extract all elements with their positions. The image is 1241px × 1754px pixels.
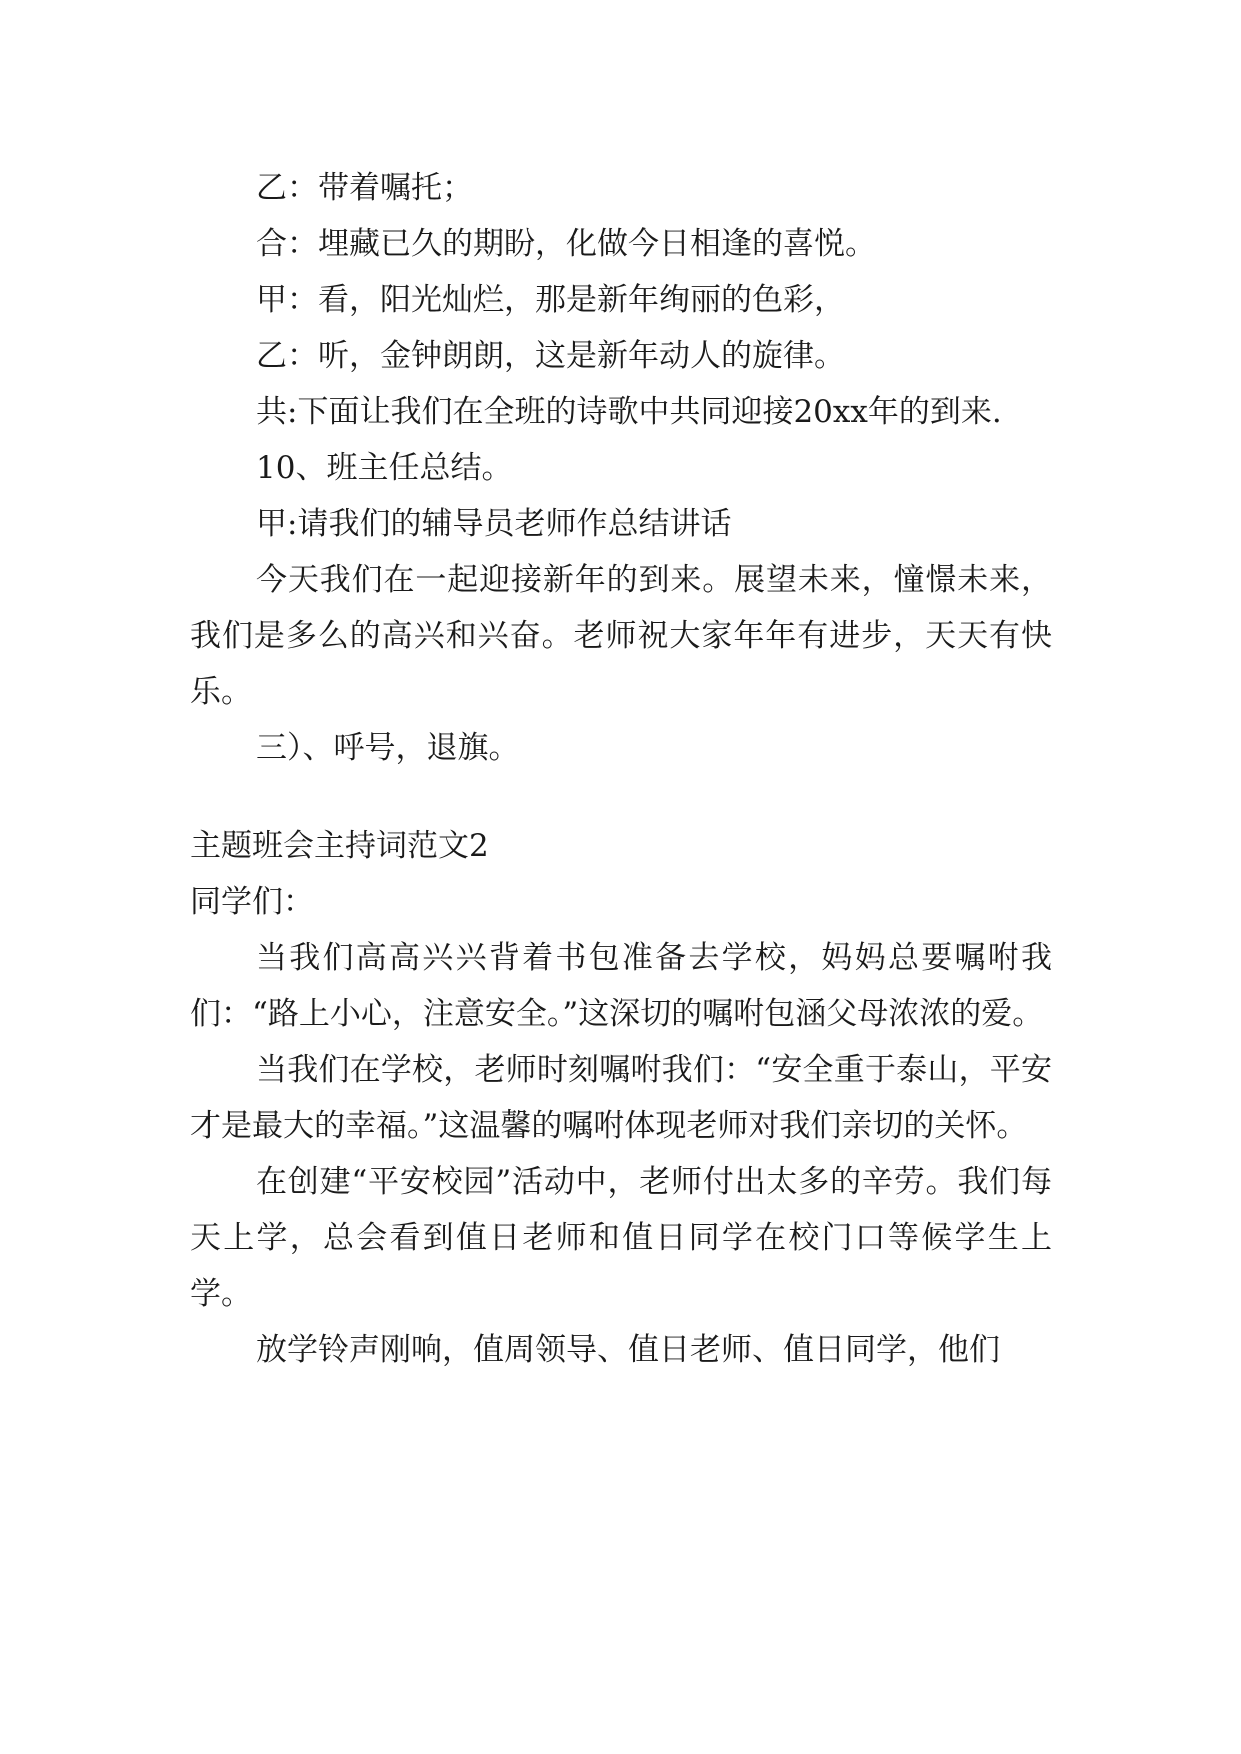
section-title: 主题班会主持词范文2: [190, 828, 489, 864]
script-line-yi-2: 乙：听，金钟朗朗，这是新年动人的旋律。: [256, 338, 845, 374]
script-line-yi: 乙：带着嘱托；: [256, 170, 473, 206]
body-paragraph: 当我们在学校，老师时刻嘱咐我们：“安全重于泰山，平安才是最大的幸福。”这温馨的嘱咐体现老师对我们亲切的关怀。: [190, 1052, 1052, 1144]
teacher-summary-paragraph: 今天我们在一起迎接新年的到来。展望未来，憧憬未来，我们是多么的高兴和兴奋。老师祝大家年年有进步，天天有快乐。: [190, 562, 1052, 710]
script-line-jia: 甲：看，阳光灿烂，那是新年绚丽的色彩，: [256, 282, 845, 318]
script-line-jia-2: 甲:请我们的辅导员老师作总结讲话: [256, 506, 732, 542]
script-line-gong: 共:下面让我们在全班的诗歌中共同迎接20xx年的到来.: [256, 394, 1002, 430]
body-paragraph: 放学铃声刚响，值周领导、值日老师、值日同学，他们: [256, 1332, 1000, 1368]
section-gap: [190, 776, 1052, 818]
script-line-he: 合：埋藏已久的期盼，化做今日相逢的喜悦。: [256, 226, 876, 262]
body-paragraph: 当我们高高兴兴背着书包准备去学校，妈妈总要嘱咐我们：“路上小心，注意安全。”这深切的嘱咐包涵父母浓浓的爱。: [190, 940, 1052, 1032]
agenda-item-10: 10、班主任总结。: [256, 450, 513, 486]
closing-item: 三）、呼号，退旗。: [256, 730, 520, 766]
document-body: [190, 160, 1052, 1378]
greeting: 同学们：: [190, 884, 314, 920]
body-paragraph: 在创建“平安校园”活动中，老师付出太多的辛劳。我们每天上学，总会看到值日老师和值日同学在校门口等候学生上学。: [190, 1164, 1052, 1312]
